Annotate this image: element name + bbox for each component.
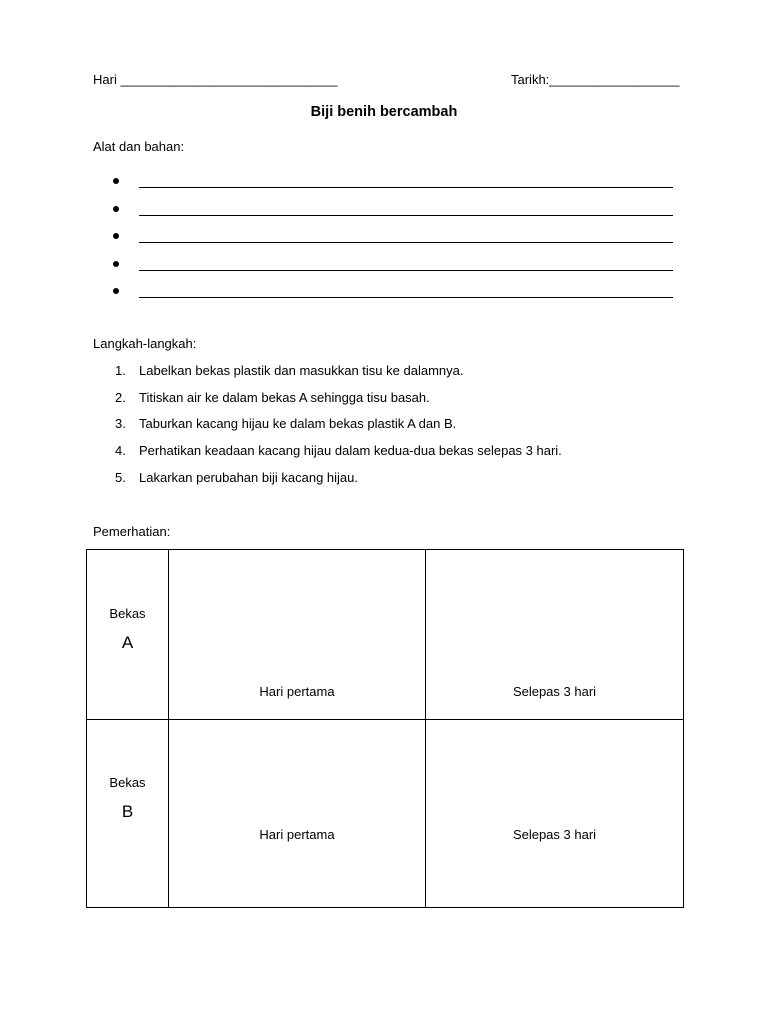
step-number: 1.	[115, 363, 126, 378]
step-item	[115, 443, 562, 458]
cell-caption: Hari pertama	[259, 684, 335, 699]
step-item	[115, 390, 430, 405]
drawing-cell-day3[interactable]	[426, 720, 684, 908]
observation-table	[86, 549, 684, 908]
bullet-icon	[113, 178, 119, 184]
step-text: Taburkan kacang hijau ke dalam bekas plastik A dan B.	[139, 416, 457, 431]
bullet-icon	[113, 206, 119, 212]
blank-line	[139, 215, 673, 216]
bullet-icon	[113, 233, 119, 239]
container-label-cell	[87, 720, 169, 908]
container-word: Bekas	[109, 606, 146, 621]
blank-line	[139, 297, 673, 298]
step-number: 5.	[115, 470, 126, 485]
tarikh-field: Tarikh:__________________	[511, 72, 680, 87]
step-item	[115, 416, 456, 431]
drawing-cell-day1[interactable]	[169, 720, 426, 908]
materials-label: Alat dan bahan:	[93, 139, 185, 154]
cell-caption: Hari pertama	[259, 827, 335, 842]
step-text: Titiskan air ke dalam bekas A sehingga tisu basah.	[139, 390, 430, 405]
container-word: Bekas	[109, 775, 146, 790]
container-label-cell	[87, 550, 169, 720]
step-number: 2.	[115, 390, 126, 405]
bullet-icon	[113, 261, 119, 267]
page-title: Biji benih bercambah	[310, 104, 458, 120]
material-blank-1[interactable]	[113, 174, 673, 194]
cell-caption: Selepas 3 hari	[512, 827, 597, 842]
table-row	[87, 550, 684, 720]
step-text: Lakarkan perubahan biji kacang hijau.	[139, 470, 358, 485]
container-letter: A	[121, 633, 134, 652]
container-letter: B	[121, 802, 134, 821]
observation-label: Pemerhatian:	[93, 524, 171, 539]
drawing-cell-day3[interactable]	[426, 550, 684, 720]
blank-line	[139, 242, 673, 243]
material-blank-5[interactable]	[113, 284, 673, 304]
material-blank-3[interactable]	[113, 229, 673, 249]
drawing-cell-day1[interactable]	[169, 550, 426, 720]
bullet-icon	[113, 288, 119, 294]
material-blank-2[interactable]	[113, 202, 673, 222]
material-blank-4[interactable]	[113, 257, 673, 277]
blank-line	[139, 187, 673, 188]
cell-caption: Selepas 3 hari	[512, 684, 597, 699]
step-text: Perhatikan keadaan kacang hijau dalam kedua-dua bekas selepas 3 hari.	[139, 443, 562, 458]
table-row	[87, 720, 684, 908]
blank-line	[139, 270, 673, 271]
steps-label: Langkah-langkah:	[93, 336, 197, 351]
step-item	[115, 363, 463, 378]
hari-field: Hari ______________________________	[93, 72, 338, 87]
step-item	[115, 470, 358, 485]
step-text: Labelkan bekas plastik dan masukkan tisu ke dalamnya.	[139, 363, 464, 378]
step-number: 3.	[115, 416, 126, 431]
step-number: 4.	[115, 443, 126, 458]
